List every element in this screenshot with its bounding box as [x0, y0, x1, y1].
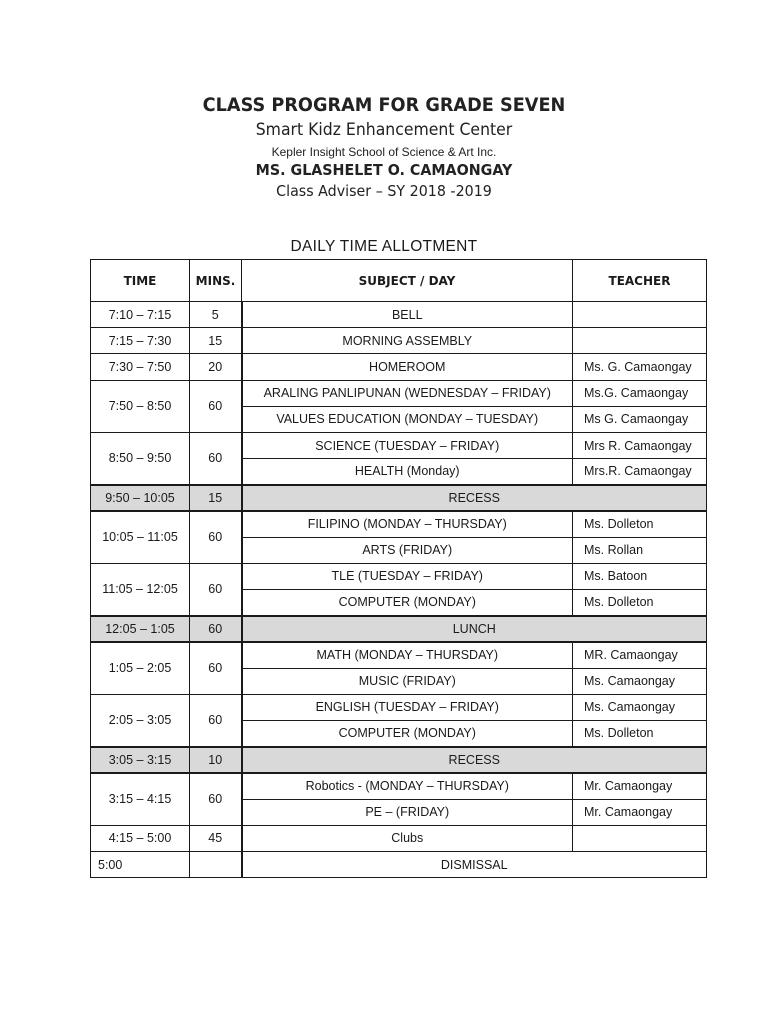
mins-cell: 60 — [190, 773, 242, 825]
mins-cell: 60 — [190, 642, 242, 694]
table-row — [91, 328, 707, 354]
table-row — [91, 511, 707, 537]
subject-cell: ARTS (FRIDAY) — [242, 537, 573, 563]
mins-cell: 60 — [190, 511, 242, 563]
table-row — [91, 773, 707, 799]
table-row — [91, 354, 707, 380]
subject-cell: ENGLISH (TUESDAY – FRIDAY) — [242, 694, 573, 720]
teacher-cell: Ms. Batoon — [573, 563, 707, 589]
teacher-cell: Mr. Camaongay — [573, 799, 707, 825]
teacher-cell — [573, 328, 707, 354]
mins-cell: 15 — [190, 485, 242, 511]
mins-cell: 10 — [190, 747, 242, 773]
teacher-cell: MR. Camaongay — [573, 642, 707, 668]
time-cell: 1:05 – 2:05 — [91, 642, 190, 694]
program-title: CLASS PROGRAM FOR GRADE SEVEN — [202, 94, 566, 116]
header-teacher: TEACHER — [573, 260, 707, 302]
time-cell: 10:05 – 11:05 — [91, 511, 190, 563]
subject-cell: MATH (MONDAY – THURSDAY) — [242, 642, 573, 668]
adviser-role-school-year: Class Adviser – SY 2018 -2019 — [276, 182, 492, 200]
subject-cell: MORNING ASSEMBLY — [242, 328, 573, 354]
teacher-cell — [573, 302, 707, 328]
table-header-row — [91, 260, 707, 302]
mins-cell — [190, 851, 242, 877]
table-row — [91, 485, 707, 511]
table-row — [91, 851, 707, 877]
time-cell: 3:05 – 3:15 — [91, 747, 190, 773]
subject-cell: FILIPINO (MONDAY – THURSDAY) — [242, 511, 573, 537]
teacher-cell: Ms. Dolleton — [573, 590, 707, 616]
header-mins: MINS. — [190, 260, 242, 302]
teacher-cell: Ms. Dolleton — [573, 721, 707, 747]
adviser-name: MS. GLASHELET O. CAMAONGAY — [255, 161, 513, 179]
time-cell: 7:50 – 8:50 — [91, 380, 190, 432]
school-name: Kepler Insight School of Science & Art Inc. — [271, 145, 497, 159]
subject-cell: COMPUTER (MONDAY) — [242, 721, 573, 747]
teacher-cell: Ms. Camaongay — [573, 694, 707, 720]
table-row — [91, 380, 707, 406]
time-cell: 7:10 – 7:15 — [91, 302, 190, 328]
mins-cell: 60 — [190, 432, 242, 484]
table-row — [91, 616, 707, 642]
table-row — [91, 432, 707, 458]
teacher-cell — [573, 825, 707, 851]
table-row — [91, 825, 707, 851]
time-cell: 8:50 – 9:50 — [91, 432, 190, 484]
time-cell: 7:30 – 7:50 — [91, 354, 190, 380]
subject-cell: HEALTH (Monday) — [242, 459, 573, 485]
mins-cell: 45 — [190, 825, 242, 851]
time-cell: 4:15 – 5:00 — [91, 825, 190, 851]
table-row — [91, 747, 707, 773]
time-cell: 12:05 – 1:05 — [91, 616, 190, 642]
mins-cell: 60 — [190, 563, 242, 615]
document-header — [0, 92, 768, 202]
table-caption: DAILY TIME ALLOTMENT — [290, 238, 478, 255]
subject-cell: VALUES EDUCATION (MONDAY – TUESDAY) — [242, 406, 573, 432]
span-subject-cell: RECESS — [242, 485, 707, 511]
span-subject-cell: LUNCH — [242, 616, 707, 642]
table-row — [91, 302, 707, 328]
mins-cell: 15 — [190, 328, 242, 354]
subject-cell: Clubs — [242, 825, 573, 851]
span-subject-cell: DISMISSAL — [242, 851, 707, 877]
center-name: Smart Kidz Enhancement Center — [255, 120, 513, 139]
table-row — [91, 642, 707, 668]
teacher-cell: Mr. Camaongay — [573, 773, 707, 799]
teacher-cell: Mrs.R. Camaongay — [573, 459, 707, 485]
time-cell: 2:05 – 3:05 — [91, 694, 190, 746]
time-cell: 7:15 – 7:30 — [91, 328, 190, 354]
span-subject-cell: RECESS — [242, 747, 707, 773]
mins-cell: 60 — [190, 616, 242, 642]
table-row — [91, 563, 707, 589]
subject-cell: TLE (TUESDAY – FRIDAY) — [242, 563, 573, 589]
teacher-cell: Ms. Dolleton — [573, 511, 707, 537]
time-cell: 5:00 — [91, 851, 190, 877]
time-cell: 3:15 – 4:15 — [91, 773, 190, 825]
table-row — [91, 694, 707, 720]
schedule-body — [91, 302, 707, 878]
teacher-cell: Ms. Rollan — [573, 537, 707, 563]
mins-cell: 60 — [190, 380, 242, 432]
subject-cell: HOMEROOM — [242, 354, 573, 380]
subject-cell: Robotics - (MONDAY – THURSDAY) — [242, 773, 573, 799]
subject-cell: SCIENCE (TUESDAY – FRIDAY) — [242, 432, 573, 458]
mins-cell: 60 — [190, 694, 242, 746]
subject-cell: MUSIC (FRIDAY) — [242, 668, 573, 694]
subject-cell: PE – (FRIDAY) — [242, 799, 573, 825]
subject-cell: BELL — [242, 302, 573, 328]
teacher-cell: Ms.G. Camaongay — [573, 380, 707, 406]
subject-cell: COMPUTER (MONDAY) — [242, 590, 573, 616]
teacher-cell: Ms G. Camaongay — [573, 406, 707, 432]
time-cell: 9:50 – 10:05 — [91, 485, 190, 511]
mins-cell: 20 — [190, 354, 242, 380]
mins-cell: 5 — [190, 302, 242, 328]
teacher-cell: Ms. G. Camaongay — [573, 354, 707, 380]
schedule-table — [90, 259, 707, 878]
header-subject-day: SUBJECT / DAY — [242, 260, 573, 302]
time-cell: 11:05 – 12:05 — [91, 563, 190, 615]
header-time: TIME — [91, 260, 190, 302]
subject-cell: ARALING PANLIPUNAN (WEDNESDAY – FRIDAY) — [242, 380, 573, 406]
teacher-cell: Ms. Camaongay — [573, 668, 707, 694]
teacher-cell: Mrs R. Camaongay — [573, 432, 707, 458]
